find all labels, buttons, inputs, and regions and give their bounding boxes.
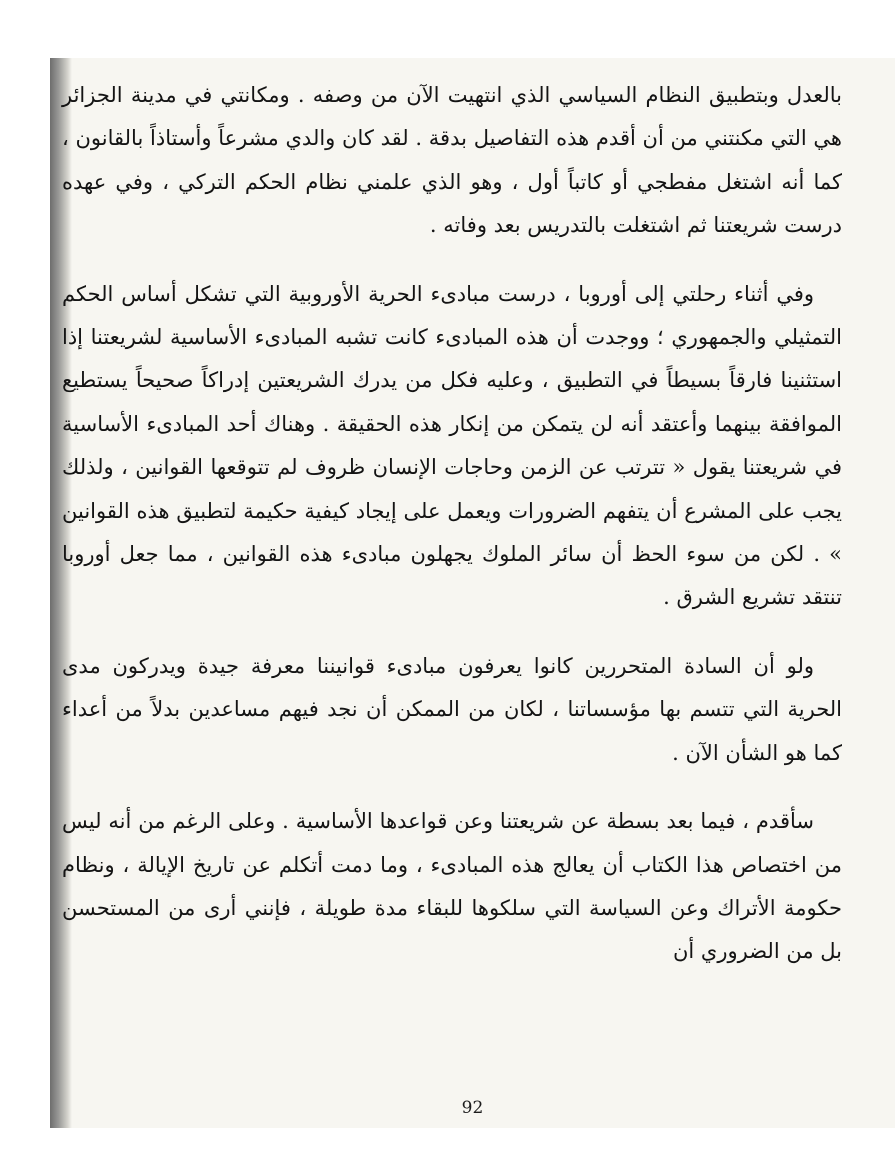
paragraph-4: سأقدم ، فيما بعد بسطة عن شريعتنا وعن قواعدها الأساسية . وعلى الرغم من أنه ليس من اختصاص هذا الكتاب أن يعالج هذه المبادىء ، وما دمت أتكلم عن تاريخ الإيالة ، ونظام حكومة الأتراك وعن السياسة التي سلكوها للبقاء مدة طويلة ، فإنني أرى من المستحسن بل من الضروري أن <box>62 809 842 964</box>
paragraph-2: وفي أثناء رحلتي إلى أوروبا ، درست مبادىء الحرية الأوروبية التي تشكل أساس الحكم التمثيلي والجمهوري ؛ ووجدت أن هذه المبادىء كانت تشبه المبادىء الأساسية لشريعتنا إذا استثنينا فارقاً بسيطاً في التطبيق ، وعليه فكل من يدرك الشريعتين إدراكاً صحيحاً يستطيع الموافقة بينهما وأعتقد أنه لن يتمكن من إنكار هذه الحقيقة . وهناك أحد المبادىء الأساسية في شريعتنا يقول « تترتب عن الزمن وحاجات الإنسان ظروف لم تتوقعها القوانين ، ولذلك يجب على المشرع أن يتفهم الضرورات ويعمل على إيجاد كيفية حكيمة لتطبيق هذه القوانين » . لكن من سوء الحظ أن سائر الملوك يجهلون مبادىء هذه القوانين ، مما جعل أوروبا تنتقد تشريع الشرق . <box>62 281 842 610</box>
body-text <box>62 74 842 974</box>
paragraph-1: بالعدل وبتطبيق النظام السياسي الذي انتهيت الآن من وصفه . ومكانتي في مدينة الجزائر هي التي مكنتني من أن أقدم هذه التفاصيل بدقة . لقد كان والدي مشرعاً وأستاذاً بالقانون ، كما أنه اشتغل مفطجي أو كاتباً أول ، وهو الذي علمني نظام الحكم التركي ، وفي عهده درست شريعتنا ثم اشتغلت بالتدريس بعد وفاته . <box>62 83 842 238</box>
paragraph-3: ولو أن السادة المتحررين كانوا يعرفون مبادىء قوانيننا معرفة جيدة ويدركون مدى الحرية التي تتسم بها مؤسساتنا ، لكان من الممكن أن نجد فيهم مساعدين بدلاً من أعداء كما هو الشأن الآن . <box>62 653 842 765</box>
page-number: 92 <box>461 1098 484 1118</box>
